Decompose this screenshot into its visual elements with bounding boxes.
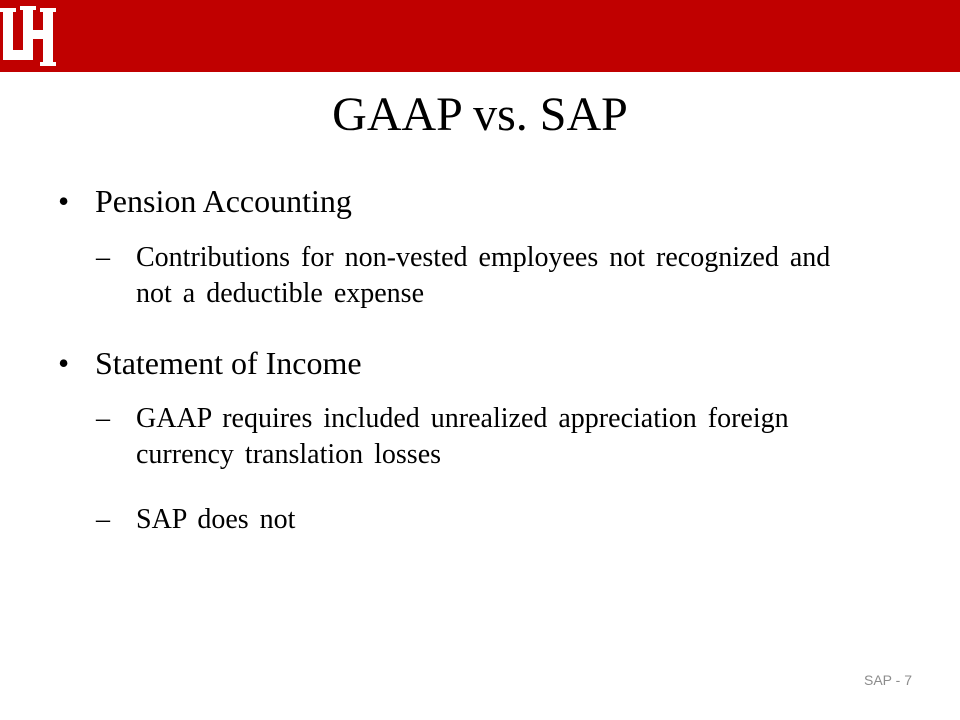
bullet-marker: • xyxy=(58,183,70,219)
bullet-text: Statement of Income xyxy=(95,345,362,381)
sub-bullet-text: Contributions for non-vested employees not recognized and not a deductible expense xyxy=(136,242,831,309)
sub-bullet-text: SAP does not xyxy=(136,504,296,535)
dash-marker: – xyxy=(96,403,110,434)
dash-marker: – xyxy=(96,504,110,535)
slide-number: SAP - 7 xyxy=(864,672,912,688)
sub-bullet-text: GAAP requires included unrealized appreciation foreign currency translation losses xyxy=(136,403,789,470)
bullet-text: Pension Accounting xyxy=(95,183,352,219)
slide-title: GAAP vs. SAP xyxy=(332,88,628,141)
bullet-marker: • xyxy=(58,345,70,381)
dash-marker: – xyxy=(96,242,110,273)
